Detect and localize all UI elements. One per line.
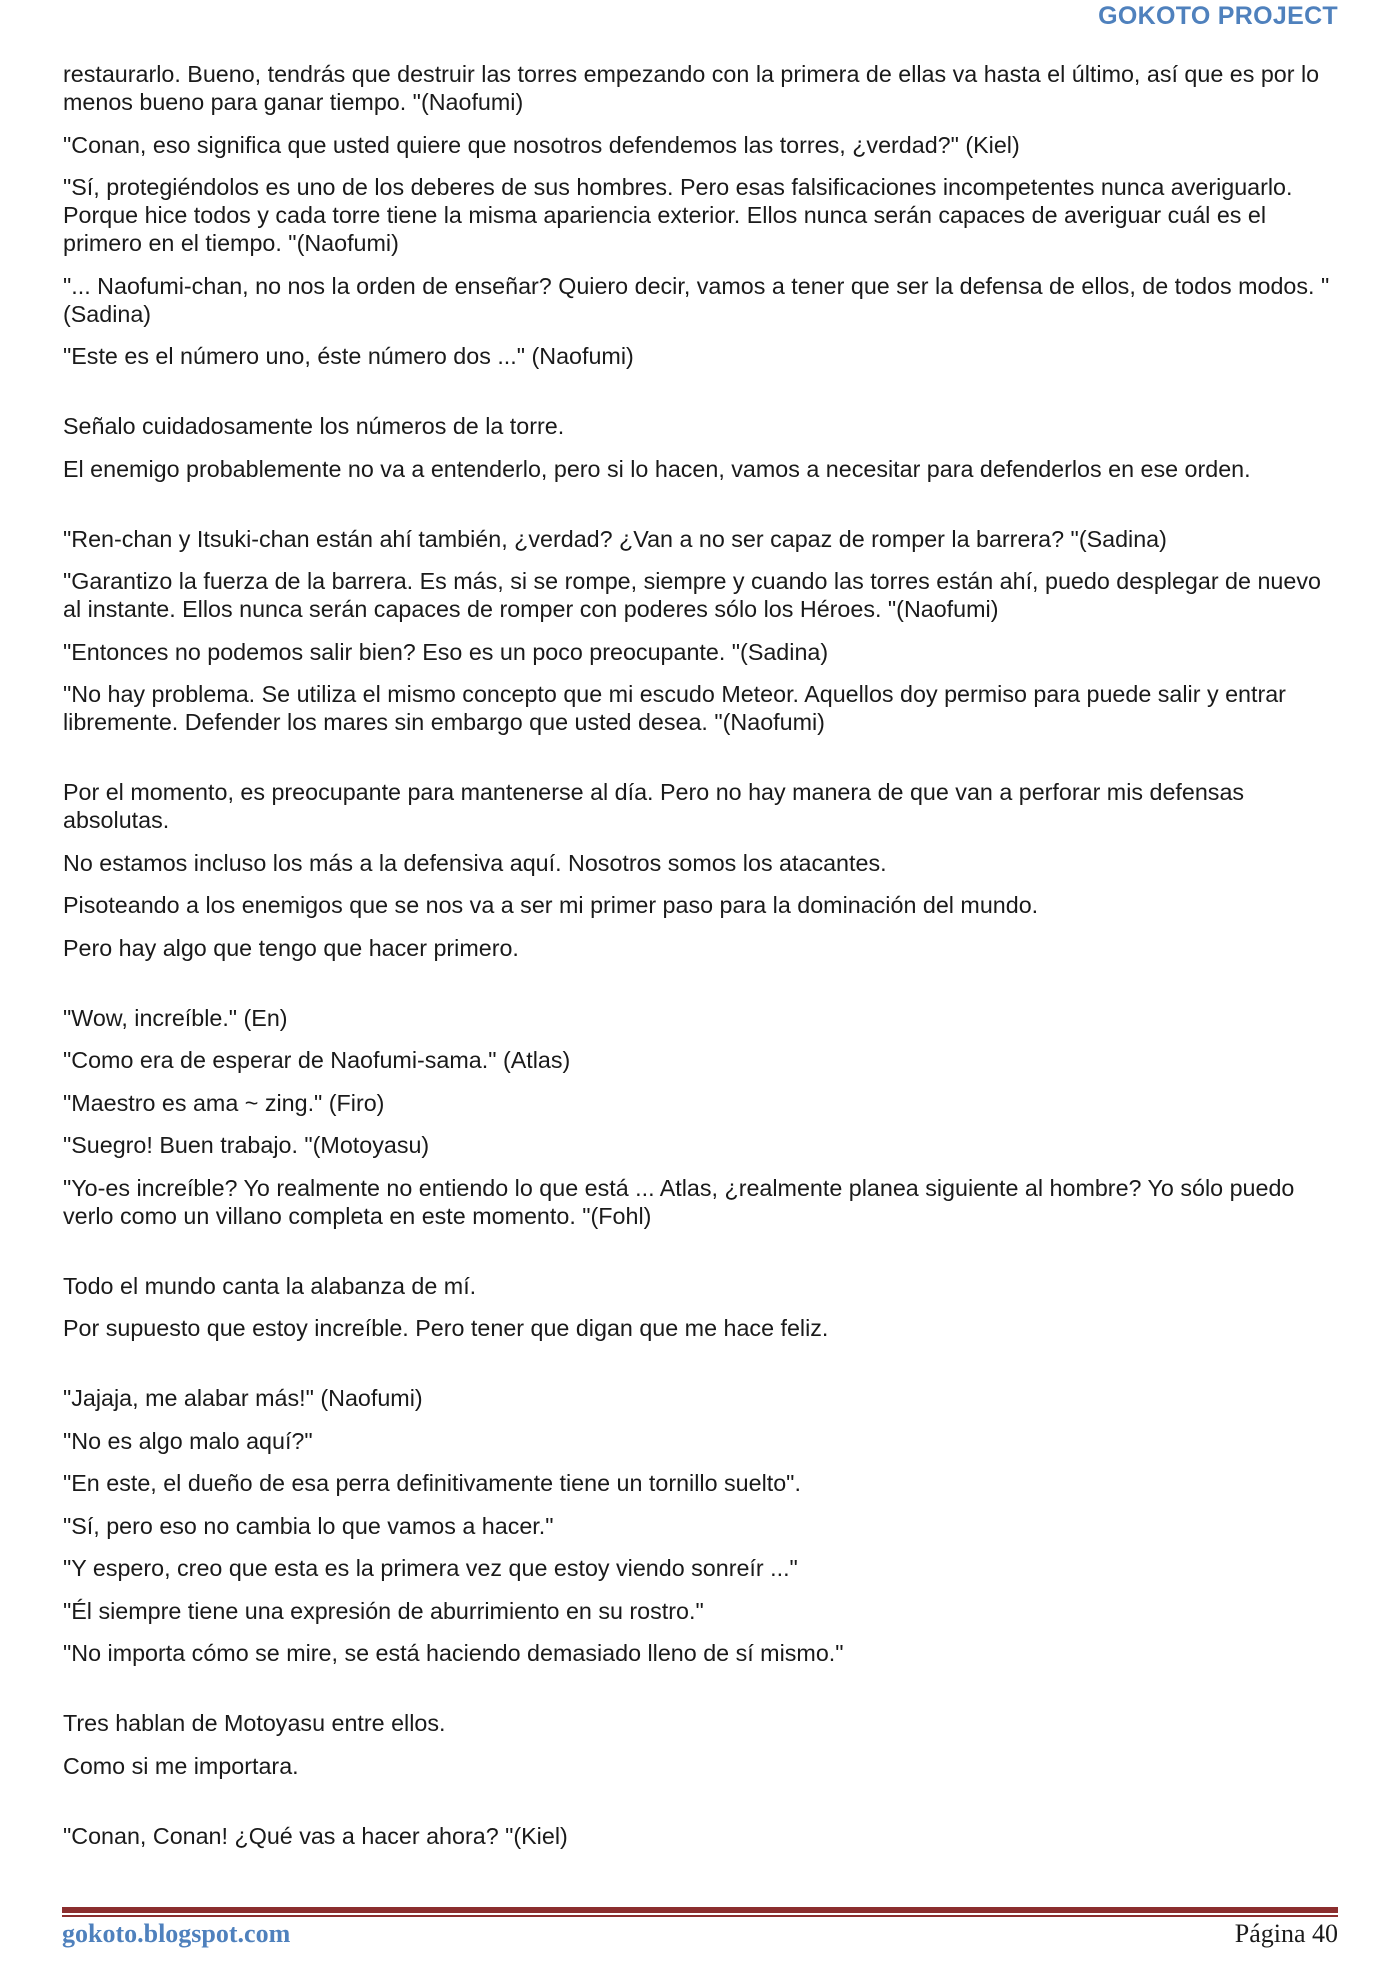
paragraph: "Suegro! Buen trabajo. "(Motoyasu)	[63, 1132, 430, 1158]
paragraph: Todo el mundo canta la alabanza de mí.	[63, 1272, 477, 1299]
footer-rule	[62, 1907, 1338, 1918]
paragraph: "No es algo malo aquí?"	[63, 1427, 313, 1454]
paragraph: "Maestro es ama ~ zing." (Firo)	[63, 1089, 385, 1116]
footer-site-link[interactable]: gokoto.blogspot.com	[62, 1919, 291, 1948]
paragraph: "Como era de esperar de Naofumi-sama." (Atlas)	[63, 1047, 571, 1073]
paragraph: "Sí, pero eso no cambia lo que vamos a hacer."	[63, 1512, 554, 1539]
paragraph: "Ren-chan y Itsuki-chan están ahí también, ¿verdad? ¿Van a no ser capaz de romper la barrera? "(Sadina)	[63, 525, 1167, 552]
paragraph: "Wow, increíble." (En)	[63, 1004, 288, 1031]
paragraph: "Entonces no podemos salir bien? Eso es un poco preocupante. "(Sadina)	[63, 638, 829, 665]
paragraph: Por supuesto que estoy increíble. Pero tener que digan que me hace feliz.	[63, 1315, 829, 1341]
paragraph: "Conan, eso significa que usted quiere que nosotros defendemos las torres, ¿verdad?" (Kiel)	[63, 131, 1020, 158]
paragraph: Tres hablan de Motoyasu entre ellos.	[63, 1710, 446, 1736]
paragraph: "No importa cómo se mire, se está haciendo demasiado lleno de sí mismo."	[63, 1640, 844, 1666]
body-text	[63, 60, 1335, 1864]
paragraph: "Garantizo la fuerza de la barrera. Es más, si se rompe, siempre y cuando las torres están ahí, puedo desplegar de nuevo al instante. Ellos nunca serán capaces de romper con poderes sólo los Héroes. "(Naofumi)	[63, 568, 1321, 622]
paragraph: "En este, el dueño de esa perra definitivamente tiene un tornillo suelto".	[63, 1470, 801, 1496]
paragraph: "Y espero, creo que esta es la primera vez que estoy viendo sonreír ..."	[63, 1555, 798, 1581]
paragraph: "Jajaja, me alabar más!" (Naofumi)	[63, 1385, 423, 1411]
paragraph: Como si me importara.	[63, 1752, 299, 1779]
paragraph: "Yo-es increíble? Yo realmente no entiendo lo que está ... Atlas, ¿realmente planea siguiente al hombre? Yo sólo puedo verlo como un villano completa en este momento. "(Fohl)	[63, 1174, 1295, 1229]
paragraph: "... Naofumi-chan, no nos la orden de enseñar? Quiero decir, vamos a tener que ser la defensa de ellos, de todos modos. "(Sadina)	[63, 272, 1330, 327]
paragraph: No estamos incluso los más a la defensiva aquí. Nosotros somos los atacantes.	[63, 849, 887, 876]
paragraph: Señalo cuidadosamente los números de la torre.	[63, 413, 565, 439]
footer-rule-thick	[62, 1907, 1338, 1913]
paragraph: "No hay problema. Se utiliza el mismo concepto que mi escudo Meteor. Aquellos doy permiso para puede salir y entrar libremente. Defender los mares sin embargo que usted desea. "(Naofumi)	[63, 681, 1286, 735]
paragraph: El enemigo probablemente no va a entenderlo, pero si lo hacen, vamos a necesitar para defenderlos en ese orden.	[63, 455, 1251, 482]
paragraph: "Conan, Conan! ¿Qué vas a hacer ahora? "(Kiel)	[63, 1822, 568, 1849]
page-number: Página 40	[1234, 1919, 1338, 1948]
paragraph: Pero hay algo que tengo que hacer primero.	[63, 934, 519, 961]
paragraph: Pisoteando a los enemigos que se nos va a ser mi primer paso para la dominación del mundo.	[63, 892, 1039, 918]
paragraph: restaurarlo. Bueno, tendrás que destruir las torres empezando con la primera de ellas va hasta el último, así que es por lo menos bueno para ganar tiempo. "(Naofumi)	[63, 61, 1320, 115]
header-title: GOKOTO PROJECT	[1098, 2, 1338, 30]
paragraph: "Sí, protegiéndolos es uno de los deberes de sus hombres. Pero esas falsificaciones incompetentes nunca averiguarlo. Porque hice todos y cada torre tiene la misma apariencia exterior. Ellos nunca serán capaces de averiguar cuál es el primero en el tiempo. "(Naofumi)	[63, 174, 1293, 256]
footer-rule-thin	[62, 1915, 1338, 1917]
paragraph: "Él siempre tiene una expresión de aburrimiento en su rostro."	[63, 1597, 704, 1624]
paragraph: "Este es el número uno, éste número dos ..." (Naofumi)	[63, 343, 634, 369]
paragraph: Por el momento, es preocupante para mantenerse al día. Pero no hay manera de que van a perforar mis defensas absolutas.	[63, 779, 1245, 833]
